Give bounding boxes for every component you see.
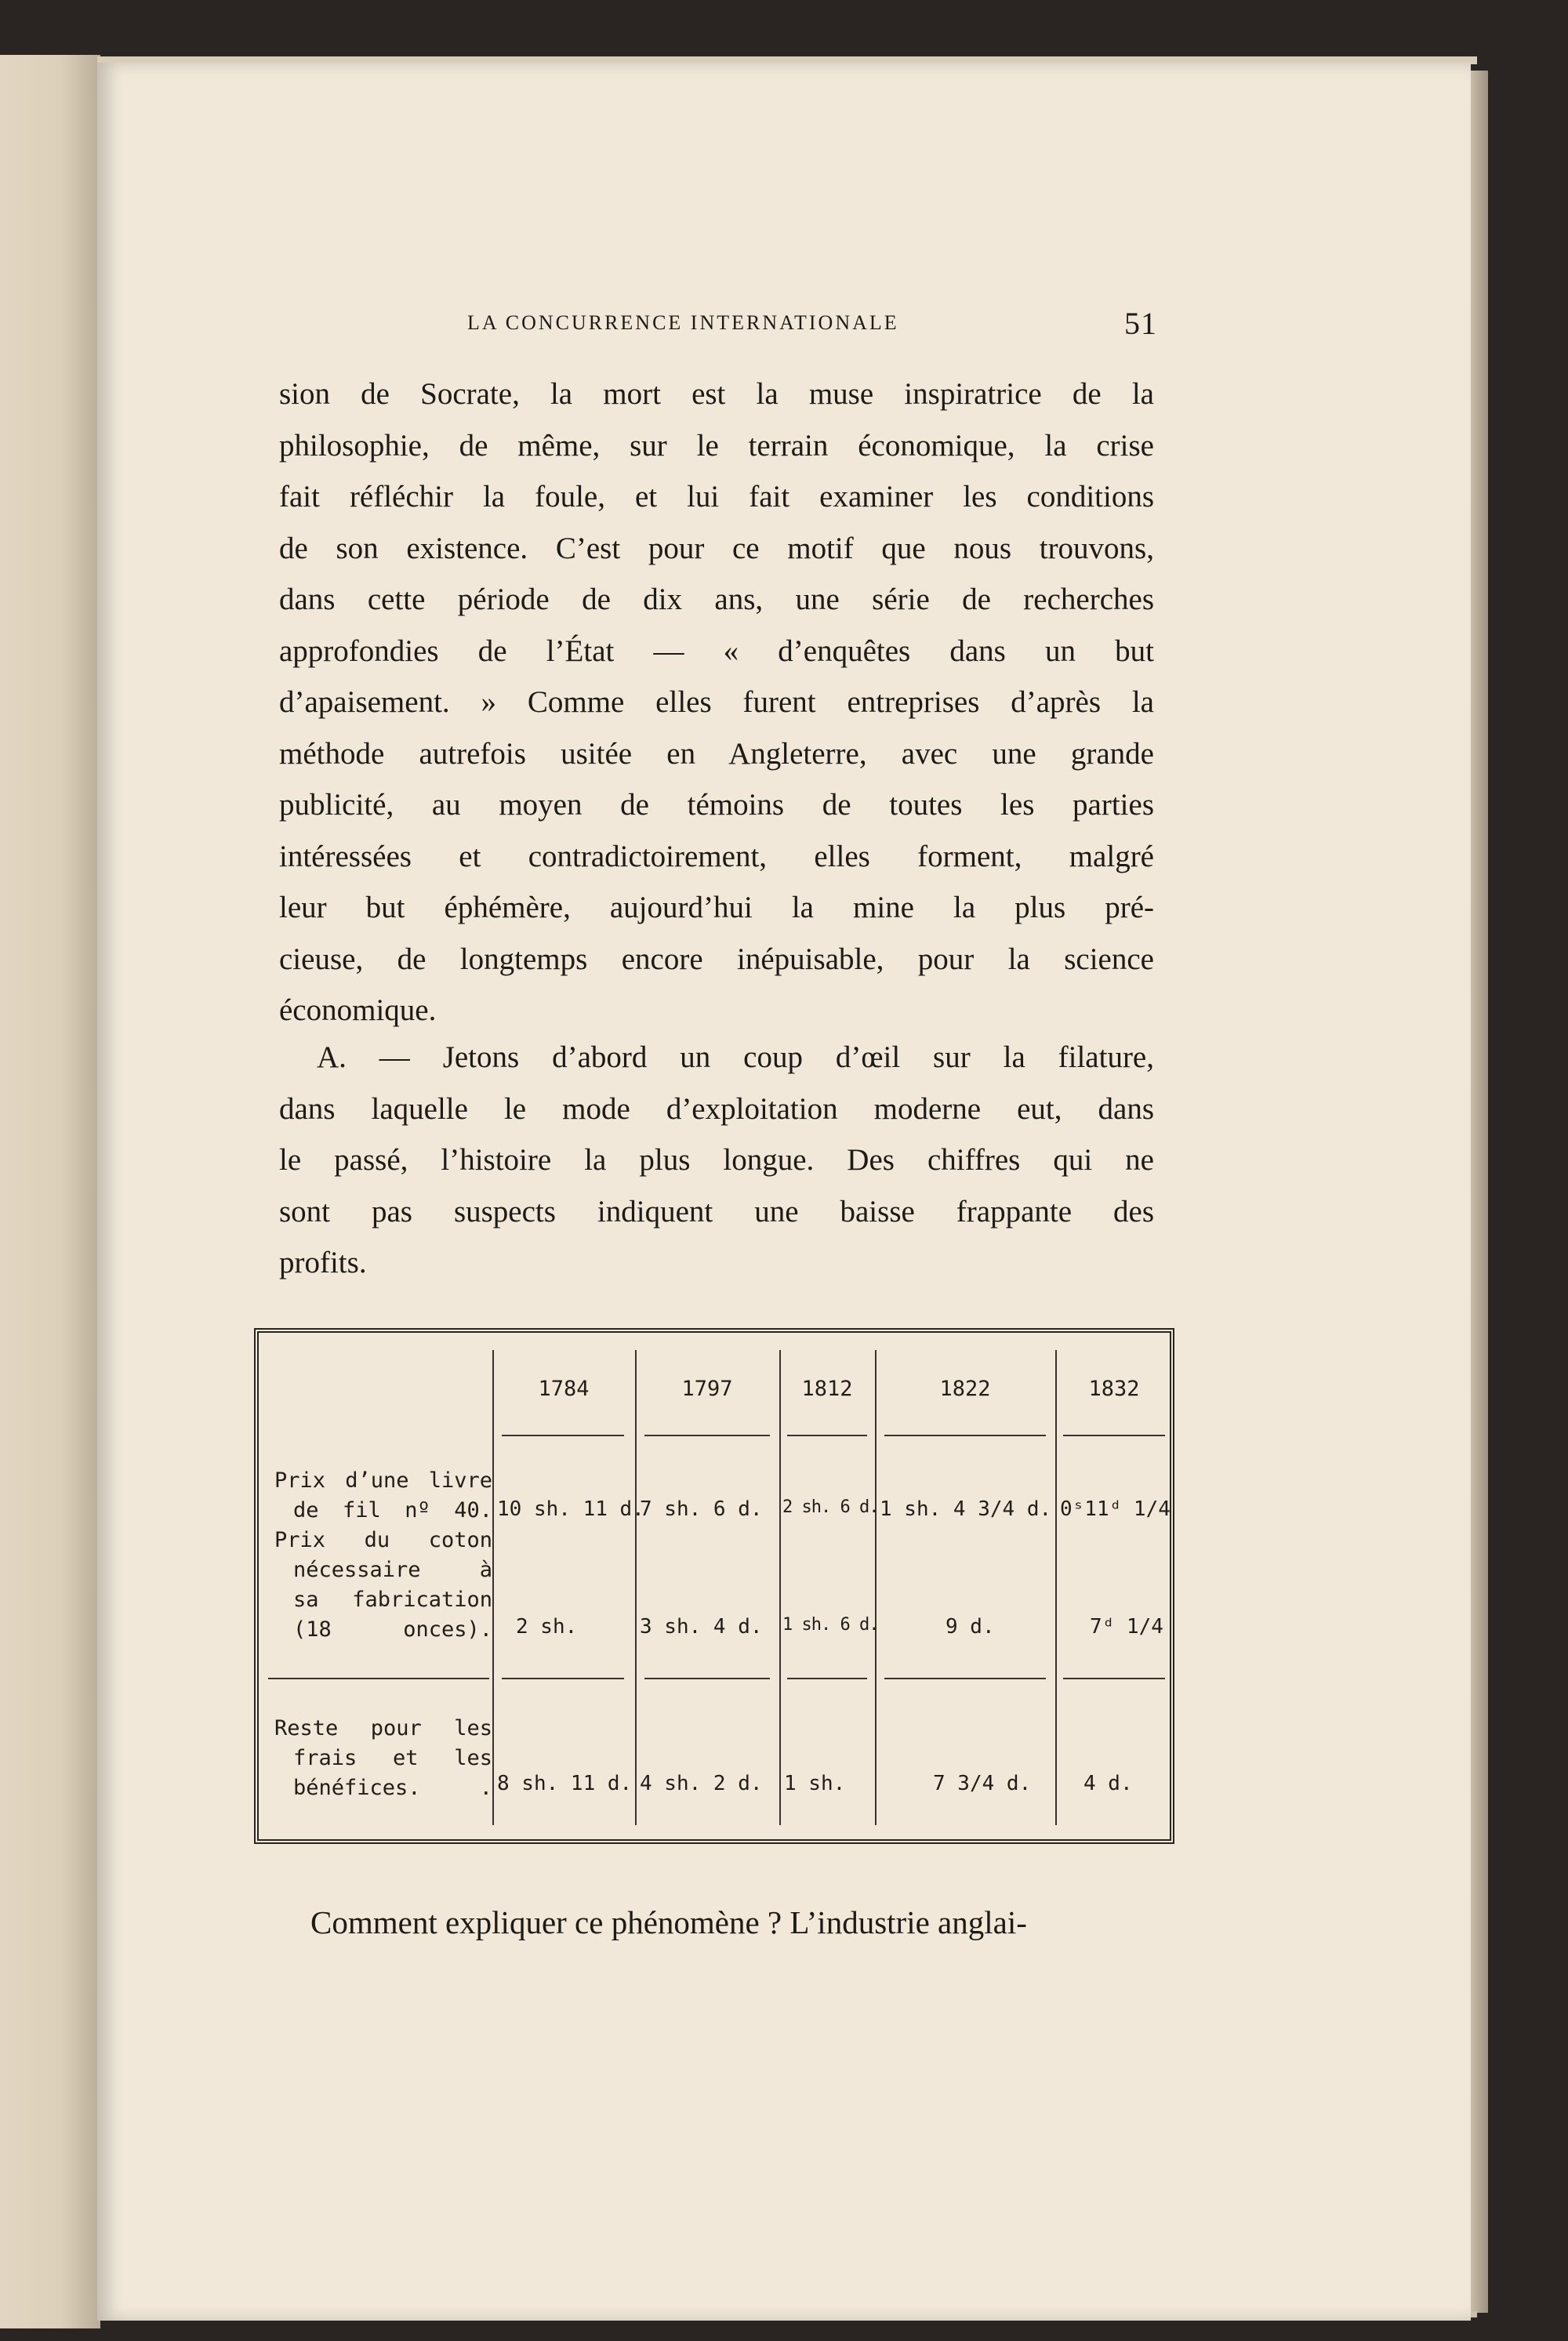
cell-remainder: 4 d. bbox=[1083, 1772, 1133, 1795]
label-line: sa fabrication bbox=[293, 1588, 492, 1612]
text-line: méthode autrefois usitée en Angleterre, avec une grande bbox=[279, 736, 1154, 771]
label-line: de fil nº 40. bbox=[293, 1498, 492, 1523]
text-line: philosophie, de même, sur le terrain économique, la crise bbox=[279, 428, 1154, 463]
row-rule bbox=[884, 1678, 1046, 1679]
cell-yarn-price: 7 sh. 6 d. bbox=[640, 1497, 763, 1521]
text-line: sion de Socrate, la mort est la muse inspiratrice de la bbox=[279, 377, 1154, 411]
row-label-prices bbox=[274, 1466, 492, 1645]
label-line: frais et les bbox=[293, 1746, 492, 1770]
cell-yarn-price: 0ˢ11ᵈ 1/4 bbox=[1060, 1497, 1171, 1521]
paragraph-filature bbox=[279, 1032, 1154, 1289]
year-header: 1784 bbox=[538, 1377, 590, 1401]
header-rule bbox=[787, 1435, 867, 1436]
row-rule bbox=[502, 1678, 624, 1679]
text-line: le passé, l’histoire la plus longue. Des chiffres qui ne bbox=[279, 1143, 1154, 1177]
text-line: dans laquelle le mode d’exploitation moderne eut, dans bbox=[279, 1091, 1154, 1126]
text-line: dans cette période de dix ans, une série de recherches bbox=[279, 583, 1154, 616]
column-rule bbox=[779, 1350, 781, 1825]
row-rule bbox=[268, 1678, 489, 1679]
text-line: d’apaisement. » Comme elles furent entreprises d’après la bbox=[279, 685, 1154, 719]
row-rule bbox=[644, 1678, 770, 1679]
header-rule bbox=[502, 1435, 624, 1436]
column-rule bbox=[635, 1350, 637, 1825]
text-line: profits. bbox=[279, 1246, 367, 1279]
text-line: approfondies de l’État — « d’enquêtes dans un but bbox=[279, 633, 1154, 668]
text-line: cieuse, de longtemps encore inépuisable, pour la science bbox=[279, 942, 1154, 976]
running-title: LA CONCURRENCE INTERNATIONALE bbox=[467, 311, 899, 334]
text-line: intéressées et contradictoirement, elles forment, malgré bbox=[279, 839, 1154, 873]
cell-cotton-cost: 9 d. bbox=[946, 1615, 995, 1639]
label-line: nécessaire à bbox=[293, 1558, 492, 1582]
cell-remainder: 4 sh. 2 d. bbox=[640, 1772, 763, 1795]
column-rule bbox=[492, 1350, 494, 1825]
text-line: économique. bbox=[279, 993, 437, 1027]
column-rule bbox=[875, 1350, 877, 1825]
cell-yarn-price: 1 sh. 4 3/4 d. bbox=[880, 1497, 1052, 1521]
closing-line: Comment expliquer ce phénomène ? L’industrie anglai- bbox=[310, 1904, 1027, 1940]
year-header: 1812 bbox=[801, 1377, 853, 1401]
text-line: publicité, au moyen de témoins de toutes les parties bbox=[279, 788, 1154, 822]
row-rule bbox=[787, 1678, 867, 1679]
column-rule bbox=[1055, 1350, 1057, 1825]
label-line: Reste pour les bbox=[274, 1716, 492, 1740]
facing-page-edge bbox=[0, 55, 100, 2328]
label-line: bénéfices. . bbox=[293, 1776, 492, 1800]
running-header bbox=[467, 308, 1157, 339]
text-line: de son existence. C’est pour ce motif que nous trouvons, bbox=[279, 531, 1154, 565]
header-rule bbox=[884, 1435, 1046, 1436]
row-rule bbox=[1063, 1678, 1165, 1679]
cell-cotton-cost: 3 sh. 4 d. bbox=[640, 1615, 763, 1639]
text-line: A. — Jetons d’abord un coup d’œil sur la filature, bbox=[317, 1040, 1154, 1074]
cell-yarn-price: 2 sh. 6 d. bbox=[782, 1497, 879, 1517]
row-label-remainder bbox=[274, 1714, 492, 1803]
cell-yarn-price: 10 sh. 11 d. bbox=[497, 1497, 644, 1521]
page-number: 51 bbox=[1124, 306, 1157, 341]
cell-remainder: 8 sh. 11 d. bbox=[497, 1772, 633, 1795]
paragraph-socrate bbox=[279, 368, 1154, 1036]
cell-cotton-cost: 2 sh. bbox=[516, 1615, 578, 1639]
cell-cotton-cost: 1 sh. 6 d. bbox=[782, 1615, 879, 1635]
year-header: 1797 bbox=[681, 1377, 733, 1401]
text-line: sont pas suspects indiquent une baisse frappante des bbox=[279, 1194, 1154, 1229]
header-rule bbox=[1063, 1435, 1165, 1436]
year-header: 1832 bbox=[1088, 1377, 1140, 1401]
label-line: Prix du coton bbox=[274, 1528, 492, 1552]
label-line: Prix d’une livre bbox=[274, 1468, 492, 1493]
text-line: leur but éphémère, aujourd’hui la mine la plus pré- bbox=[279, 891, 1154, 924]
label-line: (18 onces). bbox=[293, 1617, 492, 1642]
cell-remainder: 7 3/4 d. bbox=[933, 1772, 1032, 1795]
text-line: fait réfléchir la foule, et lui fait examiner les conditions bbox=[279, 480, 1154, 514]
year-header: 1822 bbox=[939, 1377, 991, 1401]
cell-remainder: 1 sh. bbox=[784, 1772, 846, 1795]
price-table bbox=[254, 1328, 1174, 1844]
cell-cotton-cost: 7ᵈ 1/4 bbox=[1090, 1615, 1163, 1639]
header-rule bbox=[644, 1435, 770, 1436]
